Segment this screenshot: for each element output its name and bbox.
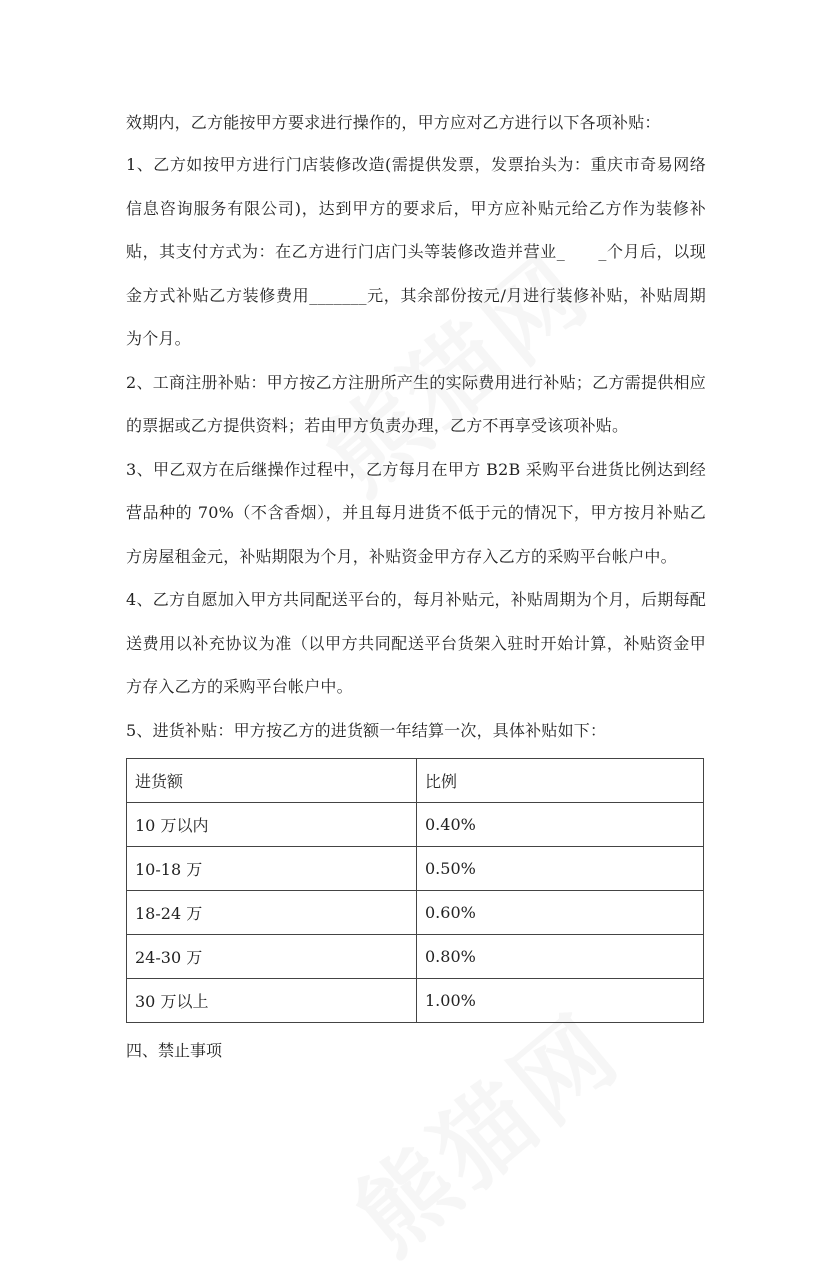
- table-row: [127, 847, 704, 891]
- table-row: [127, 803, 704, 847]
- table-cell: 10 万以内: [127, 803, 417, 847]
- paragraph-intro: 效期内，乙方能按甲方要求进行操作的，甲方应对乙方进行以下各项补贴：: [126, 113, 661, 132]
- table-header-cell: 进货额: [127, 759, 417, 803]
- table-cell: 1.00%: [417, 979, 704, 1023]
- table-cell: 24-30 万: [127, 935, 417, 979]
- paragraph-rent-subsidy: 3、甲乙双方在后继操作过程中，乙方每月在甲方 B2B 采购平台进货比例达到经营品种的 70%（不含香烟），并且每月进货不低于元的情况下，甲方按月补贴乙方房屋租金元，补贴期限为个月，补贴资金甲方存入乙方的采购平台帐户中。: [126, 459, 706, 566]
- paragraph-renovation-subsidy: 1、乙方如按甲方进行门店装修改造(需提供发票，发票抬头为：重庆市奇易网络信息咨询服务有限公司)，达到甲方的要求后，甲方应补贴元给乙方作为装修补贴，其支付方式为：在乙方进行门店门头等装修改造并营业_ _个月后，以现金方式补贴乙方装修费用_______元，其余部份按元/月进行装修补贴，补贴周期为个月。: [126, 155, 706, 348]
- table-cell: 18-24 万: [127, 891, 417, 935]
- table-row: [127, 979, 704, 1023]
- paragraph-delivery-subsidy: 4、乙方自愿加入甲方共同配送平台的，每月补贴元，补贴周期为个月，后期每配送费用以补充协议为准（以甲方共同配送平台货架入驻时开始计算，补贴资金甲方存入乙方的采购平台帐户中。: [126, 590, 706, 696]
- document-body: [126, 103, 706, 1066]
- paragraph-purchase-subsidy: 5、进货补贴：甲方按乙方的进货额一年结算一次，具体补贴如下：: [126, 720, 607, 740]
- table-header-row: [127, 759, 704, 803]
- section-heading: 四、禁止事项: [126, 1041, 223, 1060]
- table-header-cell: 比例: [417, 759, 704, 803]
- subsidy-table: [126, 758, 704, 1023]
- table-cell: 0.80%: [417, 935, 704, 979]
- table-row: [127, 891, 704, 935]
- table-cell: 0.50%: [417, 847, 704, 891]
- table-cell: 0.60%: [417, 891, 704, 935]
- table-row: [127, 935, 704, 979]
- table-cell: 10-18 万: [127, 847, 417, 891]
- paragraph-registration-subsidy: 2、工商注册补贴：甲方按乙方注册所产生的实际费用进行补贴；乙方需提供相应的票据或乙方提供资料；若由甲方负责办理，乙方不再享受该项补贴。: [126, 372, 706, 435]
- table-cell: 30 万以上: [127, 979, 417, 1023]
- table-cell: 0.40%: [417, 803, 704, 847]
